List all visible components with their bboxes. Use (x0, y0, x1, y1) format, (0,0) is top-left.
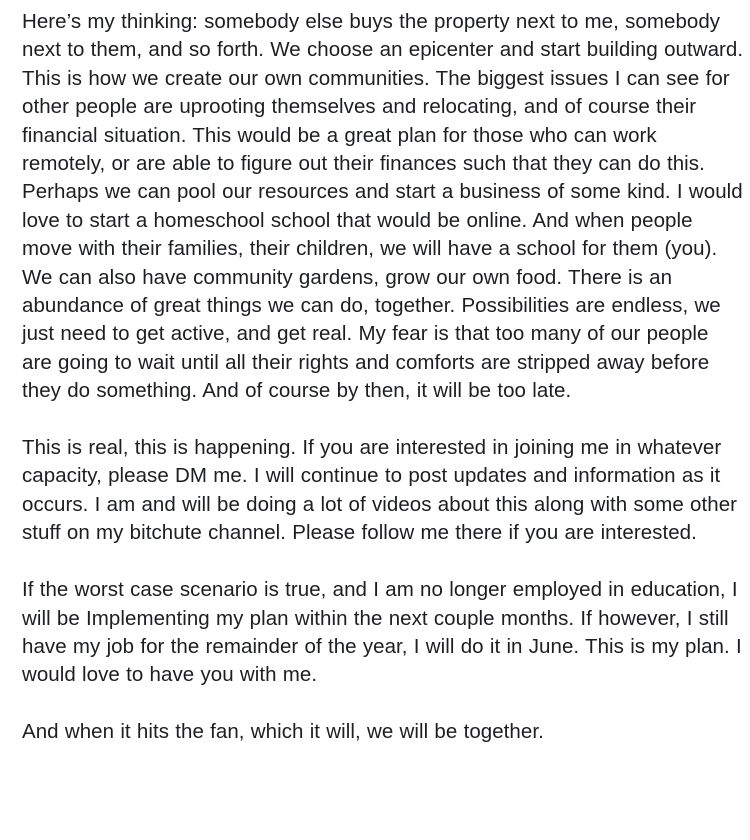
post-body (22, 8, 744, 747)
post-paragraph-2: This is real, this is happening. If you are interested in joining me in whatever capacity, please DM me. I will continue to post updates and information as it occurs. I am and will be doing a lot of videos about this along with some other stuff on my bitchute channel. Please follow me there if you are interested. (22, 436, 738, 545)
post-paragraph-4: And when it hits the fan, which it will, we will be together. (22, 720, 544, 744)
post-paragraph-3: If the worst case scenario is true, and I am no longer employed in education, I will be Implementing my plan within the next couple months. If however, I still have my job for the remainder of the year, I will do it in June. This is my plan. I would love to have you with me. (22, 578, 742, 687)
post-paragraph-1: Here’s my thinking: somebody else buys the property next to me, somebody next to them, and so forth. We choose an epicenter and start building outward. This is how we create our own communities. The biggest issues I can see for other people are uprooting themselves and relocating, and of course their financial situation. This would be a great plan for those who can work remotely, or are able to figure out their finances such that they can do this. Perhaps we can pool our resources and start a business of some kind. I would love to start a homeschool school that would be online. And when people move with their families, their children, we will have a school for them (you). We can also have community gardens, grow our own food. There is an abundance of great things we can do, together. Possibilities are endless, we just need to get active, and get real. My fear is that too many of our people are going to wait until all their rights and comforts are stripped away before they do something. And of course by then, it will be too late. (22, 10, 744, 403)
